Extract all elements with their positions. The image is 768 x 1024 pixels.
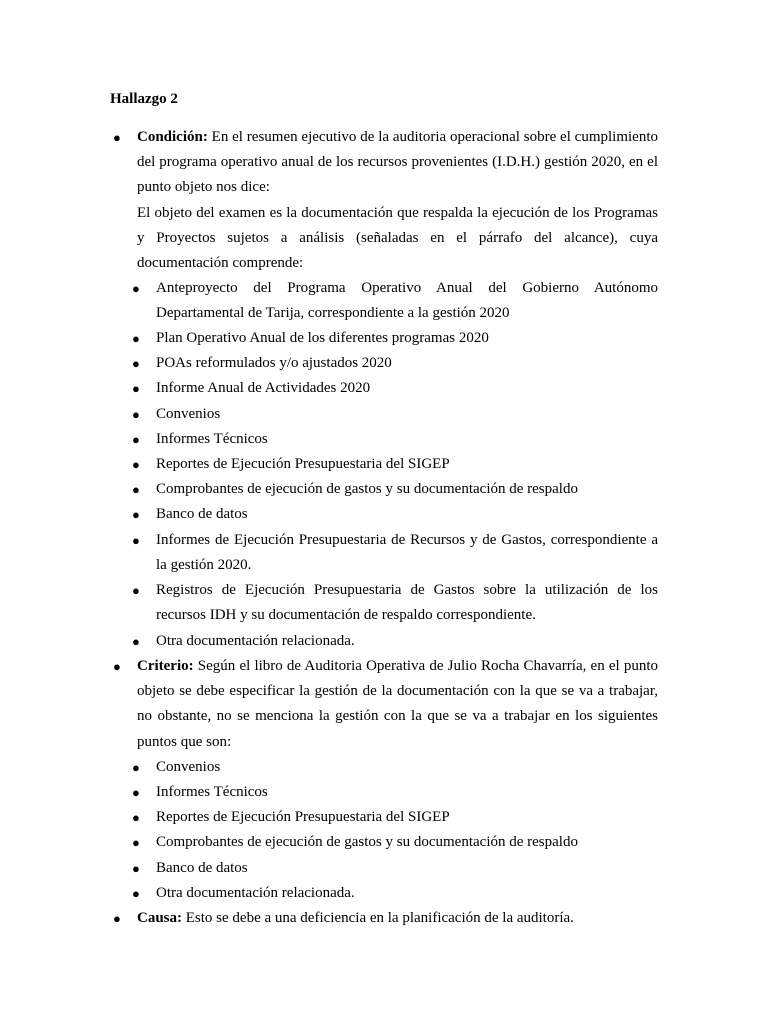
bullet-icon: ● bbox=[132, 331, 140, 346]
list-item-text: Informe Anual de Actividades 2020 bbox=[156, 380, 371, 396]
list-item bbox=[132, 376, 658, 401]
bullet-icon: ● bbox=[113, 130, 121, 145]
list-item bbox=[132, 351, 658, 376]
list-item bbox=[132, 427, 658, 452]
causa-label: Causa: bbox=[137, 910, 183, 926]
bullet-icon: ● bbox=[132, 482, 140, 497]
bullet-icon: ● bbox=[132, 281, 140, 296]
causa-text: Esto se debe a una deficiencia en la planificación de la auditoría. bbox=[182, 910, 574, 926]
list-item-text: Informes Técnicos bbox=[156, 784, 268, 800]
list-item-text: Banco de datos bbox=[156, 506, 248, 522]
list-item-text: Informes de Ejecución Presupuestaria de Recursos y de Gastos, correspondiente a la gestión 2020. bbox=[156, 532, 658, 574]
bullet-icon: ● bbox=[132, 457, 140, 472]
list-item-text: Informes Técnicos bbox=[156, 431, 268, 447]
list-item-text: Convenios bbox=[156, 406, 221, 422]
list-item bbox=[132, 402, 658, 427]
list-item bbox=[132, 856, 658, 881]
bullet-icon: ● bbox=[132, 356, 140, 371]
bullet-icon: ● bbox=[132, 760, 140, 775]
bullet-icon: ● bbox=[132, 507, 140, 522]
criterio-text: Según el libro de Auditoria Operativa de Julio Rocha Chavarría, en el punto objeto se debe especificar la gestión de la documentación con la que se va a trabajar, no obstante, no se menciona la gestión con la que se va a trabajar en los siguientes puntos que son: bbox=[137, 658, 658, 750]
condicion-label: Condición: bbox=[137, 129, 208, 145]
list-item-text: Comprobantes de ejecución de gastos y su documentación de respaldo bbox=[156, 481, 578, 497]
list-item-text: Reportes de Ejecución Presupuestaria del SIGEP bbox=[156, 809, 450, 825]
list-item bbox=[132, 805, 658, 830]
list-item-text: Plan Operativo Anual de los diferentes programas 2020 bbox=[156, 330, 489, 346]
list-item-text: Comprobantes de ejecución de gastos y su documentación de respaldo bbox=[156, 834, 578, 850]
bullet-icon: ● bbox=[132, 634, 140, 649]
list-item bbox=[132, 629, 658, 654]
condicion-item bbox=[113, 125, 658, 201]
list-item bbox=[132, 326, 658, 351]
list-item bbox=[132, 881, 658, 906]
condicion-paragraph: El objeto del examen es la documentación que respalda la ejecución de los Programas y Proyectos sujetos a análisis (señaladas en el párrafo del alcance), cuya documentación comprende: bbox=[137, 205, 658, 272]
list-item-text: POAs reformulados y/o ajustados 2020 bbox=[156, 355, 392, 371]
list-item bbox=[132, 780, 658, 805]
section-heading: Hallazgo 2 bbox=[110, 91, 178, 107]
criterio-item bbox=[113, 654, 658, 755]
bullet-icon: ● bbox=[132, 835, 140, 850]
bullet-icon: ● bbox=[132, 533, 140, 548]
list-item bbox=[132, 276, 658, 326]
list-item-text: Anteproyecto del Programa Operativo Anual del Gobierno Autónomo Departamental de Tarija, correspondiente a la gestión 2020 bbox=[156, 280, 658, 322]
list-item bbox=[132, 830, 658, 855]
list-item-text: Otra documentación relacionada. bbox=[156, 885, 355, 901]
list-item bbox=[132, 578, 658, 628]
list-item bbox=[132, 755, 658, 780]
list-item bbox=[132, 452, 658, 477]
bullet-icon: ● bbox=[132, 886, 140, 901]
list-item-text: Convenios bbox=[156, 759, 221, 775]
list-item bbox=[132, 528, 658, 578]
list-item bbox=[132, 502, 658, 527]
bullet-icon: ● bbox=[113, 659, 121, 674]
bullet-icon: ● bbox=[132, 861, 140, 876]
bullet-icon: ● bbox=[132, 432, 140, 447]
list-item-text: Otra documentación relacionada. bbox=[156, 633, 355, 649]
condicion-text: En el resumen ejecutivo de la auditoria operacional sobre el cumplimiento del programa operativo anual de los recursos provenientes (I.D.H.) gestión 2020, en el punto objeto nos dice: bbox=[137, 129, 658, 196]
bullet-icon: ● bbox=[132, 785, 140, 800]
criterio-label: Criterio: bbox=[137, 658, 194, 674]
bullet-icon: ● bbox=[113, 911, 121, 926]
bullet-icon: ● bbox=[132, 810, 140, 825]
bullet-icon: ● bbox=[132, 381, 140, 396]
bullet-icon: ● bbox=[132, 407, 140, 422]
bullet-icon: ● bbox=[132, 583, 140, 598]
causa-item bbox=[113, 906, 658, 931]
list-item-text: Registros de Ejecución Presupuestaria de Gastos sobre la utilización de los recursos IDH y su documentación de respaldo correspondiente. bbox=[156, 582, 658, 624]
list-item bbox=[132, 477, 658, 502]
list-item-text: Reportes de Ejecución Presupuestaria del SIGEP bbox=[156, 456, 450, 472]
list-item-text: Banco de datos bbox=[156, 860, 248, 876]
